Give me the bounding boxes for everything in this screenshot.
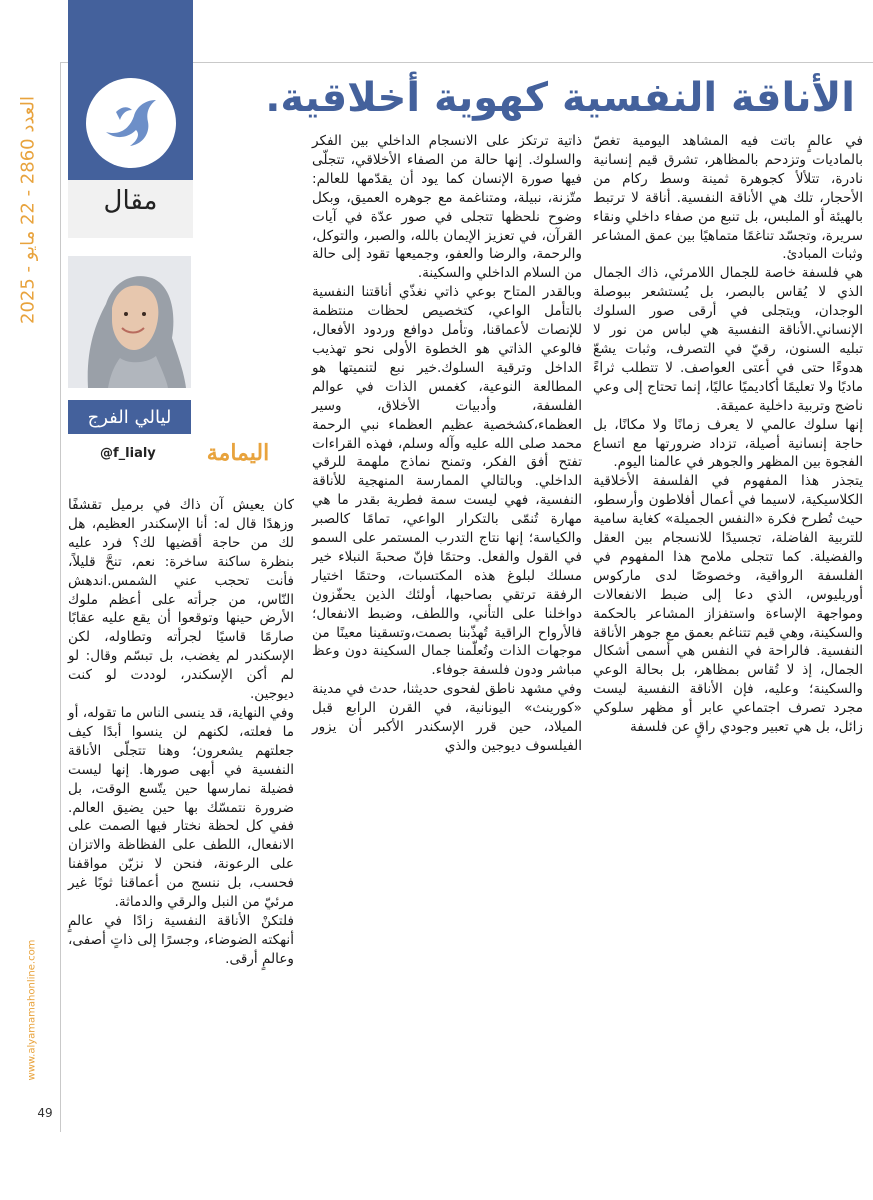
page-number: 49 — [37, 1106, 53, 1120]
paragraph: فلتكنْ الأناقة النفسية زادًا في عالمٍ أنهكته الضوضاء، وجسرًا إلى ذاتٍ أصفى، وعالمٍ أرقى. — [68, 912, 294, 967]
magazine-logo: اليمامة — [206, 440, 270, 466]
website-text[interactable]: www.alyamamahonline.com — [26, 939, 38, 1081]
paragraph: إنها سلوك عالمي لا يعرف زمانًا ولا مكانًا، بل حاجة إنسانية أصيلة، تزداد ضرورتها مع اتساع الفجوة بين المظهر والجوهر في عالمنا اليوم. — [593, 416, 863, 471]
paragraph: يتجذر هذا المفهوم في الفلسفة الأخلاقية الكلاسيكية، لاسيما في أعمال أفلاطون وأرسطو، حيث تُطرح فكرة «النفس الجميلة» كغاية سامية للتربية الفاضلة، تجسيدًا للانسجام بين العقل والفضيلة. كما تتجلى ملامح هذا المفهوم في الفلسفة الرواقية، وخصوصًا لدى ماركوس أوريليوس، الذي دعا إلى ضبط الانفعالات ومواجهة الإساءة واستفزاز المشاعر بالحكمة والسكينة، وهي قيم تتناغم بعمق مع جوهر الأناقة النفسية. فالراحة في النفس هي أسمى أشكال الجمال، إذ لا تُقاس بمظاهر، بل بحالة الوعي والسكينة؛ وعليه، فإن الأناقة النفسية ليست مجرد تصرف اجتماعي عابر أو مظهر سلوكي زائل، بل هي تعبير وجودي راقٍ عن فلسفة — [593, 473, 863, 736]
paragraph: وبالقدر المتاح بوعي ذاتي نغذّي أناقتنا النفسية بالتأمل الواعي، كتخصيص لحظات منتظمة للإنصات لأعماقنا، وتأمل دوافع وردود الأفعال، فالوعي الذاتي هو الخطوة الأولى نحو تهذيب الداخل وترقية السلوك.خير نبع لتنميتها هو المطالعة النوعية، كغمس الذات في عوالم الفلسفة، وأدبيات الأخلاق، وسير العظماء،كشخصية عظيم العظماء نبي الرحمة محمد صلى الله عليه وآله وسلم، فهذه القراءات تفتح أفق الفكر، وتمنح نماذج ملهمة للرقي الداخلي. وبالتالي الممارسة المنهجية للأناقة النفسية، فهي ليست سمة فطرية بقدر ما هي مهارة تُنمّى بالتكرار الواعي، تمامًا كالصبر والكياسة؛ إنها نتاج التدرب المستمر على السمو في القول والفعل. وحتمًا فإنّ صحبةَ النبلاء خير مسلك لبلوغ هذه المكتسبات، وحتمًا اختيار الرفقة ترتقي بصاحبها، أولئك الذين يحفّزون دواخلنا على التأني، واللطف، وضبط الانفعال؛ فالأرواح الراقية تُهذّبنا بصمت،وتسقينا معينًا من موجهات الذات وتُعلّمنا جمال السكينة دون وعظ مباشر ودون فلسفة جوفاء. — [312, 284, 582, 679]
author-photo — [68, 256, 191, 388]
article-column-3 — [68, 496, 294, 967]
logo-circle — [86, 78, 176, 168]
author-portrait-icon — [68, 256, 191, 388]
page-frame-left — [60, 62, 61, 1132]
article-column-2 — [312, 132, 582, 1144]
issue-text: العدد 2860 - 22 مايو - 2025 — [17, 96, 39, 324]
paragraph: كان يعيش آن ذاك في برميل تقشفًا وزهدًا قال له: أنا الإسكندر العظيم، هل لك من حاجة أقضيها لك؟ فرد عليه بنظرة ساكنة ساخرة: نعم، تنحَّ قليلاً، فأنت تحجب عني الشمس.اندهش النّاس، من جرأته على أعظم ملوك الأرض حينها وتوقعوا أن يقع عليه عقابًا صارمًا قاسيًا لجرأته وتطاوله، لكن الإسكندر لم يغضب، بل تبسّم وقال: لو لم أكن الإسكندر، لوددت لو كنت ديوجين. — [68, 497, 294, 703]
paragraph: وفي النهاية، قد ينسى الناس ما تقوله، أو ما فعلته، لكنهم لن ينسوا أبدًا كيف جعلتهم يشعرون؛ وهنا تتجلّى الأناقة النفسية في أبهى صورها. إنها ليست فضيلة نمارسها حين يتّسع الوقت، بل ضرورة نتمسّك بها حين يضيق العالم. ففي كل لحظة نختار فيها الصمت على الانفعال، اللطف على الفظاظة والاتزان على الرعونة، فنحن لا نزيّن مواقفنا فحسب، بل ننسج من أعماقنا ثوبًا غير مرئيّ من النبل والرقي والدماثة. — [68, 704, 294, 911]
article-title: الأناقة النفسية كهوية أخلاقية. — [265, 75, 855, 121]
paragraph: في عالمٍ باتت فيه المشاهد اليومية تغصّ بالماديات وتزدحم بالمظاهر، تشرق قيم إنسانية نادرة، تتلألأ كجوهرة ثمينة وسط ركام من الأحجار، تلك هي الأناقة النفسية. أناقة لا ترتبط بالهيئة أو الملبس، بل تنبع من صفاء داخلي ونقاء سريرة، وتجسّد تناغمًا متماهيًا بين عمق المشاعر وثبات المبادئ. — [593, 133, 863, 263]
twitter-handle[interactable]: @f_lialy — [100, 446, 156, 461]
article-column-1 — [593, 132, 863, 1144]
paragraph: وفي مشهد ناطق لفحوى حديثنا، حدث في مدينة «كورينث» اليونانية، في القرن الرابع قبل الميلاد، حين قرر الإسكندر الأكبر أن يزور الفيلسوف ديوجين والذي — [312, 681, 582, 754]
paragraph: ذاتية ترتكز على الانسجام الداخلي بين الفكر والسلوك. إنها حالة من الصفاء الأخلاقي، تتجلّى فيها صورة الإنسان كما يود أن يقدّمها للعالم: متّزنة، نبيلة، ومتناغمة مع جوهره العميق، وبكل وضوح نلحظها تتجلى في صور عدّة في آيات القرآن، في تعزيز الإيمان بالله، والصبر، والتوكل، والرحمة، والرضا والعفو، وجميعها تقود إلى حالة من السلام الداخلي والسكينة. — [312, 133, 582, 282]
paragraph: هي فلسفة خاصة للجمال اللامرئي، ذاك الجمال الذي لا يُقاس بالبصر، بل يُستشعر ببوصلة الوجدان، ويتجلى في أرقى صور السلوك الإنساني.الأناقة النفسية هي لباس من نور لا تبليه السنون، رقيّ في التصرف، وثبات يشعّ هدوءًا حتى في أعتى العواصف. لا تتطلب ثراءً ماديًا ولا تعليمًا أكاديميًا عاليًا، إنما تحتاج إلى وعي ناضج وتربية داخلية عميقة. — [593, 265, 863, 414]
dove-logo-icon — [100, 92, 162, 154]
website-label — [17, 940, 47, 1080]
issue-label — [8, 90, 48, 330]
section-label: مقال — [103, 186, 158, 216]
author-name: ليالي الفرج — [68, 400, 191, 434]
